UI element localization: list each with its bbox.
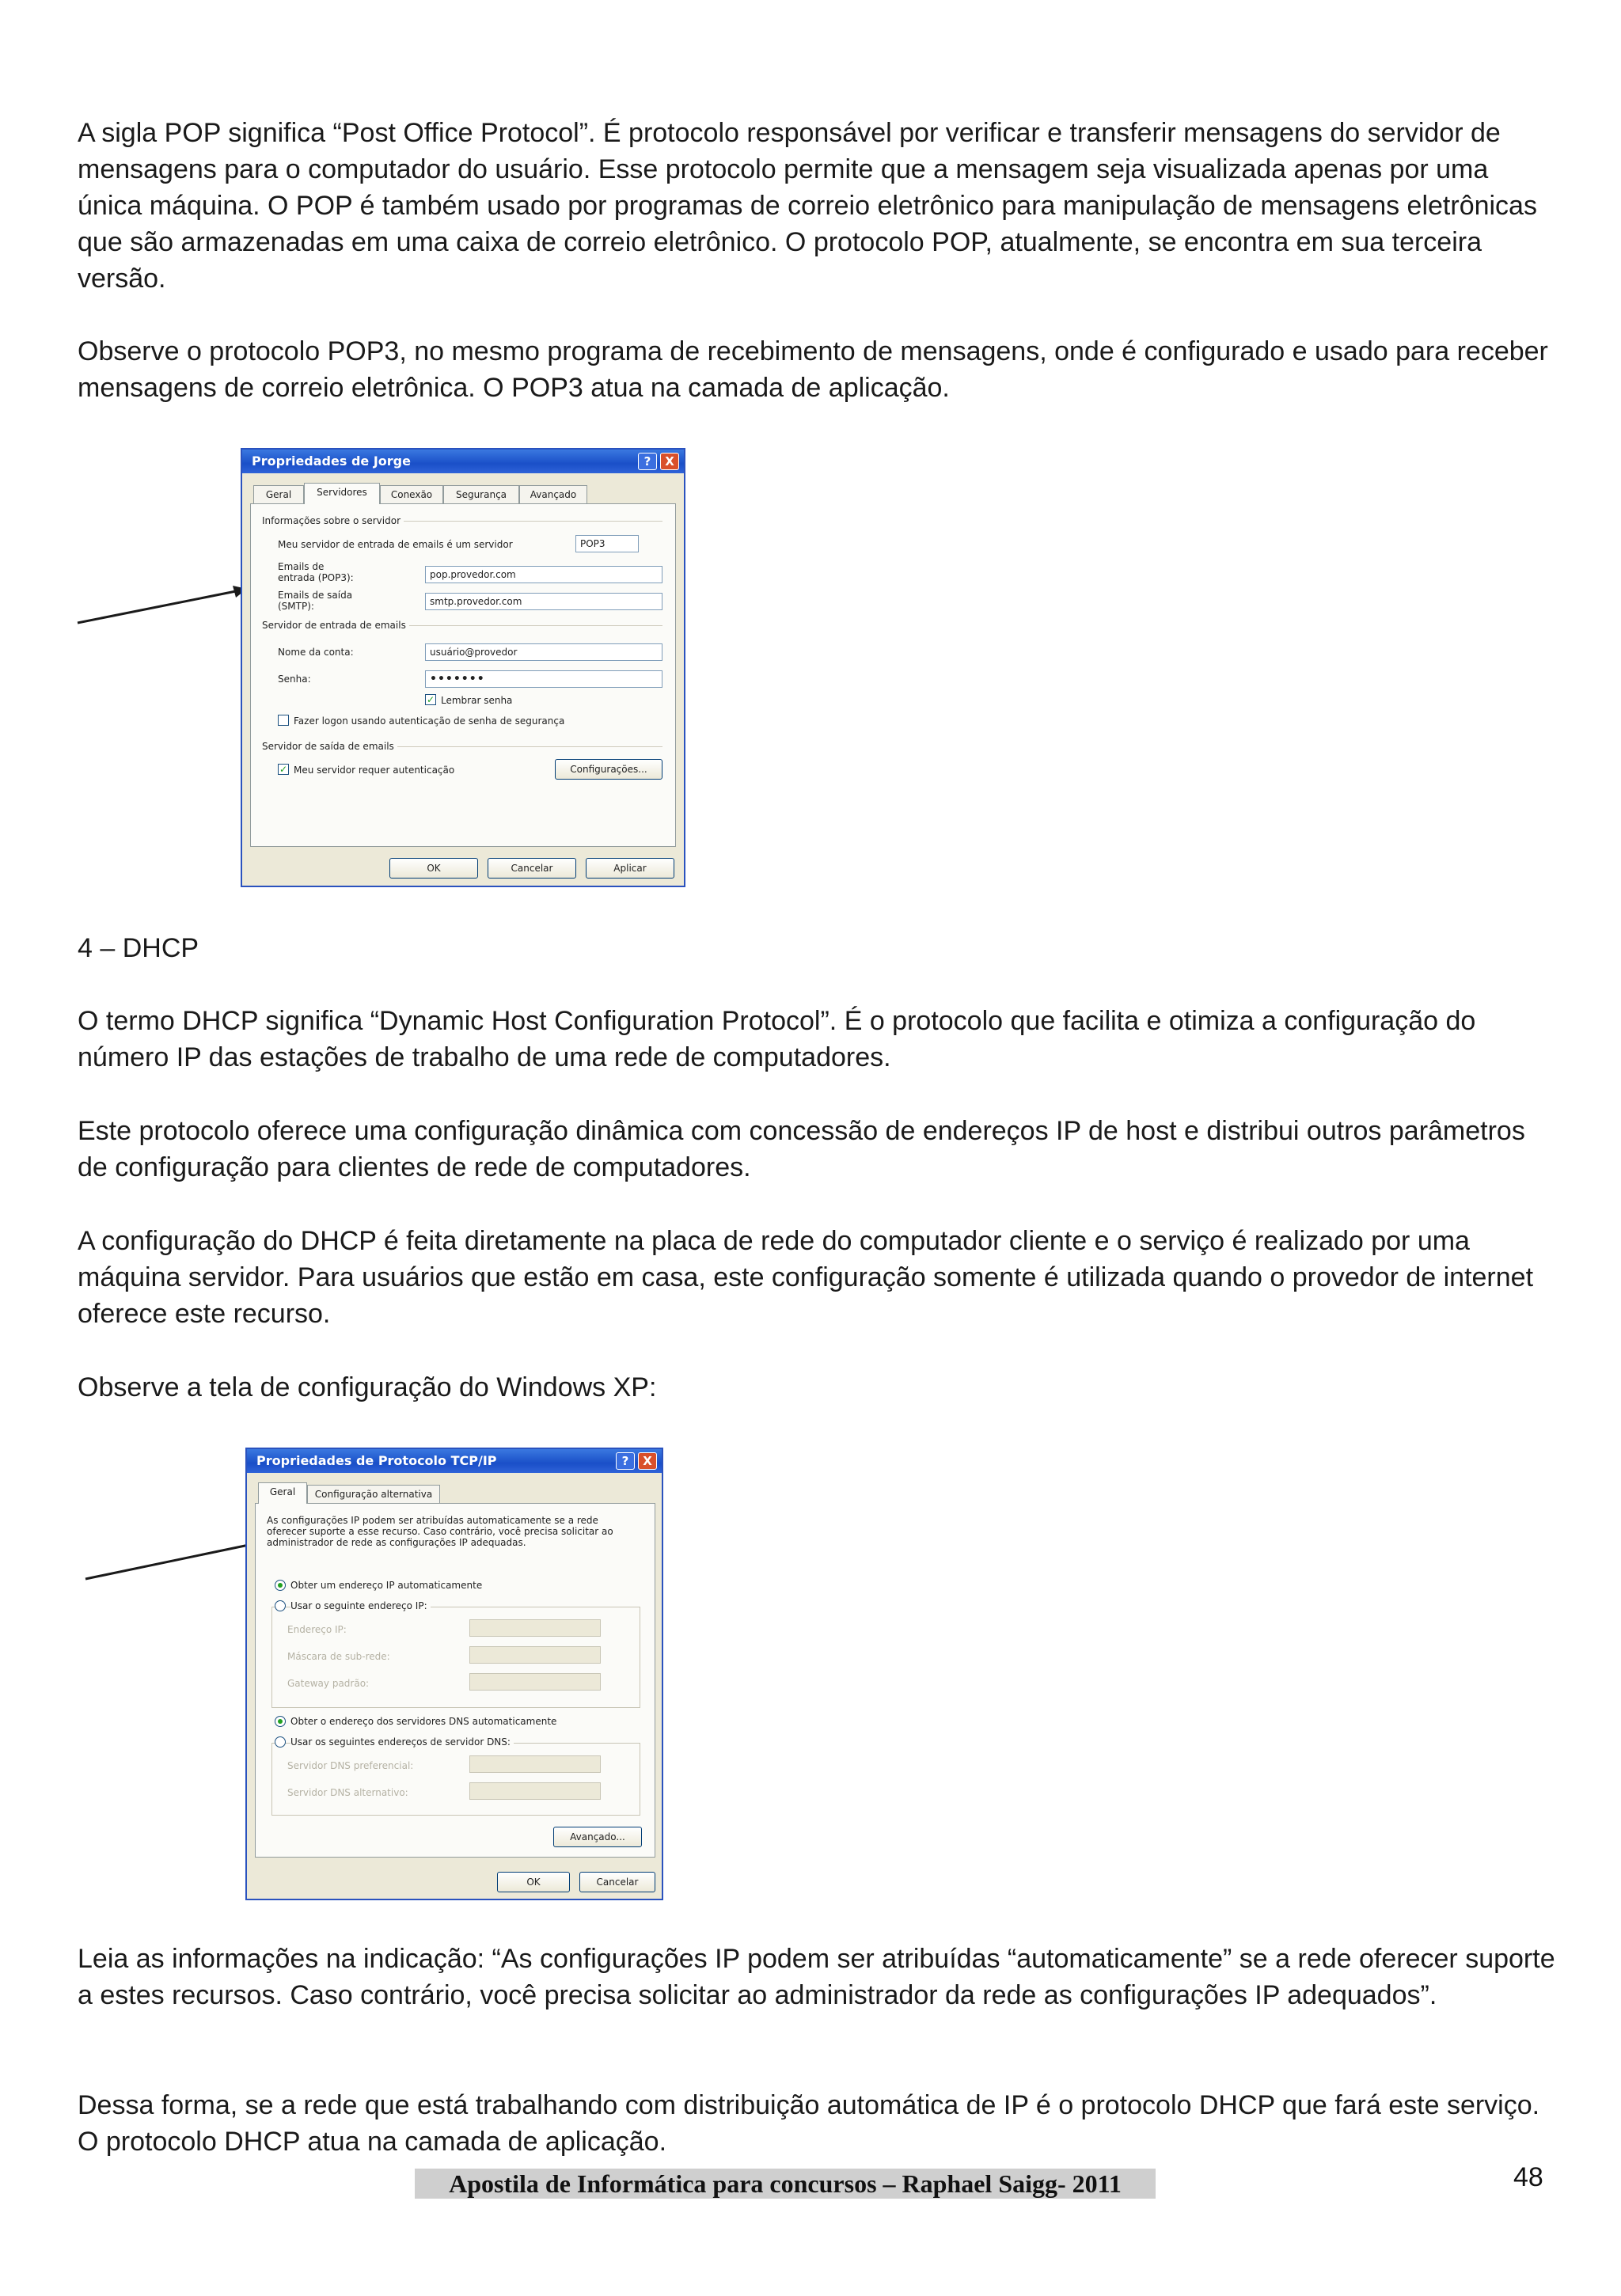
- group-incoming-server-label: Servidor de entrada de emails: [262, 620, 409, 631]
- use-ip-label: Usar o seguinte endereço IP:: [290, 1600, 431, 1611]
- preferred-dns-label: Servidor DNS preferencial:: [287, 1760, 414, 1771]
- close-button[interactable]: X: [660, 453, 679, 470]
- outgoing-mail-field[interactable]: smtp.provedor.com: [425, 593, 662, 610]
- spa-logon-label: Fazer logon usando autenticação de senha de segurança: [294, 715, 565, 727]
- account-name-label: Nome da conta:: [278, 647, 354, 658]
- paragraph-dhcp-definition: O termo DHCP significa “Dynamic Host Configuration Protocol”. É o protocolo que facilita e otimiza a configuração do número IP das estações de trabalho de uma rede de computadores.: [78, 1006, 1476, 1072]
- use-ip-radio[interactable]: [275, 1600, 286, 1611]
- paragraph-read-indication: Leia as informações na indicação: “As configurações IP podem ser atribuídas “automaticamente” se a rede oferecer suporte a estes recursos. Caso contrário, você precisa solicitar ao administrador da rede as configurações IP adequados”.: [78, 1944, 1555, 2010]
- ip-address-label: Endereço IP:: [287, 1624, 347, 1635]
- tab-panel-geral: [255, 1503, 655, 1858]
- paragraph-dhcp-conclusion: Dessa forma, se a rede que está trabalhando com distribuição automática de IP é o protocolo DHCP que fará este serviço. O protocolo DHCP atua na camada de aplicação.: [78, 2090, 1540, 2157]
- ok-button[interactable]: OK: [389, 858, 478, 879]
- password-field[interactable]: •••••••: [425, 670, 662, 688]
- password-label: Senha:: [278, 674, 311, 685]
- close-button[interactable]: X: [638, 1452, 657, 1470]
- settings-button[interactable]: Configurações...: [555, 759, 662, 780]
- advanced-button[interactable]: Avançado...: [553, 1827, 642, 1847]
- info-text: As configurações IP podem ser atribuídas automaticamente se a rede oferecer suporte a esse recurso. Caso contrário, você precisa solicitar ao administrador de rede as configurações IP adequadas.: [267, 1515, 613, 1548]
- obtain-dns-auto-radio[interactable]: [275, 1716, 286, 1727]
- alternate-dns-label: Servidor DNS alternativo:: [287, 1787, 408, 1798]
- gateway-field[interactable]: [469, 1673, 601, 1691]
- gateway-label: Gateway padrão:: [287, 1678, 370, 1689]
- dialog-title: Propriedades de Protocolo TCP/IP: [256, 1453, 497, 1468]
- use-dns-radio[interactable]: [275, 1736, 286, 1748]
- preferred-dns-field[interactable]: [469, 1755, 601, 1773]
- dns-group: [271, 1743, 640, 1816]
- obtain-ip-auto-label: Obter um endereço IP automaticamente: [290, 1580, 483, 1591]
- help-button[interactable]: ?: [616, 1452, 635, 1470]
- group-server-info-label: Informações sobre o servidor: [262, 515, 404, 526]
- tab-conexao[interactable]: Conexão: [380, 485, 443, 504]
- obtain-dns-auto-label: Obter o endereço dos servidores DNS automaticamente: [290, 1716, 557, 1727]
- tab-geral[interactable]: Geral: [253, 485, 304, 504]
- remember-password-checkbox[interactable]: ✓: [426, 694, 435, 705]
- tab-seguranca[interactable]: Segurança: [443, 485, 519, 504]
- paragraph-pop3-observe: Observe o protocolo POP3, no mesmo programa de recebimento de mensagens, onde é configurado e usado para receber mensagens de correio eletrônica. O POP3 atua na camada de aplicação.: [78, 336, 1548, 403]
- group-outgoing-server-label: Servidor de saída de emails: [262, 741, 397, 752]
- incoming-mail-label: Emails de entrada (POP3):: [278, 561, 354, 583]
- pointer-arrow: [78, 582, 252, 629]
- obtain-ip-auto-radio[interactable]: [275, 1580, 286, 1591]
- cancel-button[interactable]: Cancelar: [579, 1872, 655, 1892]
- subnet-mask-label: Máscara de sub-rede:: [287, 1651, 390, 1662]
- incoming-mail-field[interactable]: pop.provedor.com: [425, 566, 662, 583]
- alternate-dns-field[interactable]: [469, 1782, 601, 1800]
- remember-password-label: Lembrar senha: [441, 695, 513, 706]
- spa-logon-checkbox[interactable]: [278, 715, 289, 726]
- tab-configuracao-alternativa[interactable]: Configuração alternativa: [307, 1485, 440, 1504]
- requires-auth-label: Meu servidor requer autenticação: [294, 765, 455, 776]
- subnet-mask-field[interactable]: [469, 1646, 601, 1664]
- cancel-button[interactable]: Cancelar: [488, 858, 576, 879]
- requires-auth-checkbox[interactable]: ✓: [279, 764, 288, 775]
- dialog-email-account-properties: [241, 448, 685, 887]
- tab-panel-servidores: [250, 503, 676, 847]
- tab-geral[interactable]: Geral: [258, 1482, 307, 1504]
- heading-dhcp: 4 – DHCP: [78, 933, 199, 963]
- paragraph-dhcp-dynamic: Este protocolo oferece uma configuração dinâmica com concessão de endereços IP de host e distribui outros parâmetros de configuração para clientes de rede de computadores.: [78, 1116, 1525, 1182]
- apply-button[interactable]: Aplicar: [586, 858, 674, 879]
- ok-button[interactable]: OK: [497, 1872, 570, 1892]
- use-dns-label: Usar os seguintes endereços de servidor DNS:: [290, 1736, 514, 1748]
- ip-address-field[interactable]: [469, 1619, 601, 1637]
- outgoing-mail-label: Emails de saída (SMTP):: [278, 590, 353, 612]
- help-button[interactable]: ?: [638, 453, 657, 470]
- paragraph-windows-xp: Observe a tela de configuração do Windows XP:: [78, 1372, 657, 1402]
- account-name-field[interactable]: usuário@provedor: [425, 643, 662, 661]
- dialog-titlebar: [242, 450, 684, 473]
- footer-title: Apostila de Informática para concursos – Raphael Saigg- 2011: [415, 2169, 1156, 2199]
- dialog-title: Propriedades de Jorge: [252, 454, 411, 469]
- dialog-titlebar: [247, 1449, 662, 1473]
- incoming-server-type-field[interactable]: POP3: [575, 535, 639, 552]
- page-number: 48: [1513, 2162, 1543, 2192]
- incoming-server-type-label: Meu servidor de entrada de emails é um servidor: [278, 539, 513, 550]
- paragraph-dhcp-configuration: A configuração do DHCP é feita diretamente na placa de rede do computador cliente e o serviço é realizado por uma máquina servidor. Para usuários que estão em casa, este configuração somente é utilizada quando o provedor de internet oferece este recurso.: [78, 1226, 1534, 1329]
- paragraph-pop-definition: A sigla POP significa “Post Office Protocol”. É protocolo responsável por verificar e transferir mensagens do servidor de mensagens para o computador do usuário. Esse protocolo permite que a mensagem seja visualizada apenas por uma única máquina. O POP é também usado por programas de correio eletrônico para manipulação de mensagens eletrônicas que são armazenadas em uma caixa de correio eletrônico. O protocolo POP, atualmente, se encontra em sua terceira versão.: [78, 118, 1537, 294]
- tab-servidores[interactable]: Servidores: [304, 483, 380, 504]
- dialog-tcpip-properties: [245, 1448, 663, 1900]
- tab-avancado[interactable]: Avançado: [519, 485, 587, 504]
